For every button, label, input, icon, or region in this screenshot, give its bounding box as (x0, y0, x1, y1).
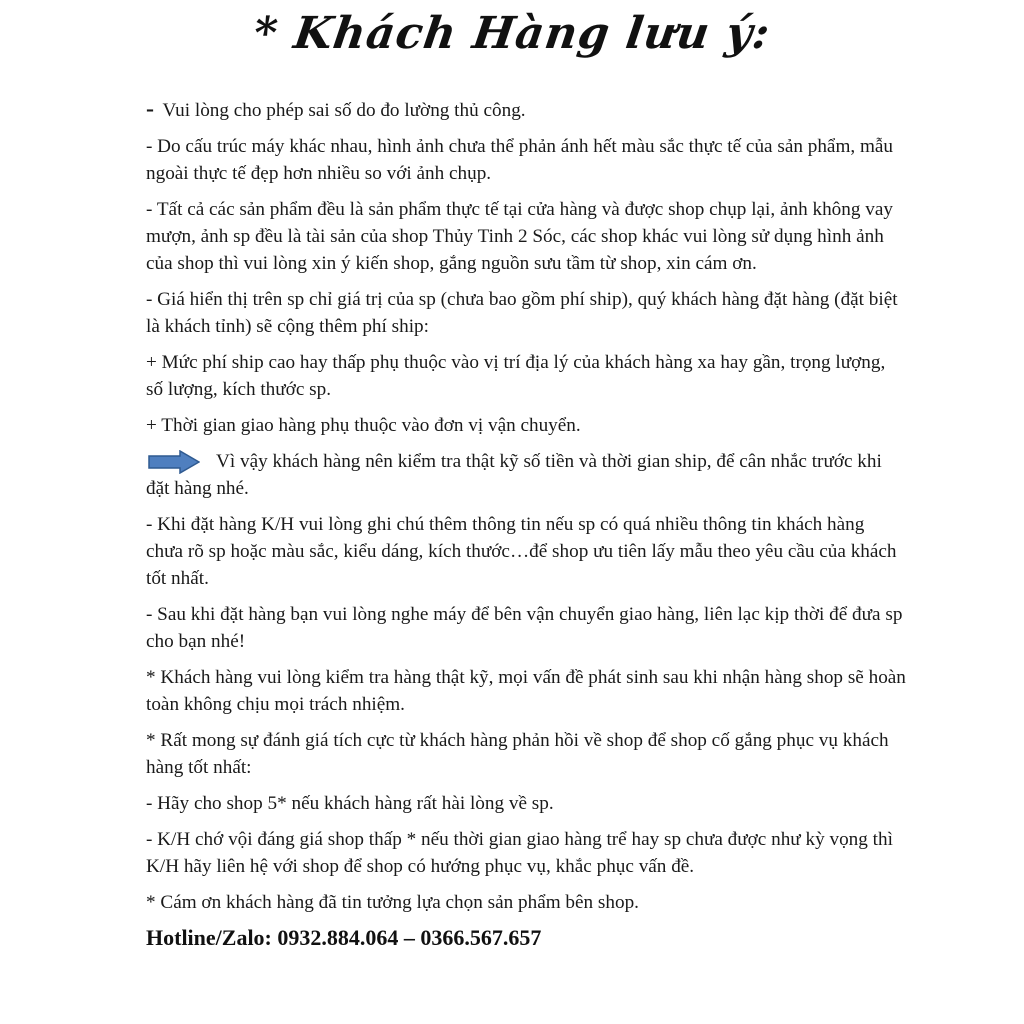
notice-paragraph-11: * Rất mong sự đánh giá tích cực từ khách hàng phản hồi về shop để shop cố gắng phục vụ khách hàng tốt nhất: (146, 730, 889, 778)
notice-paragraph-2: - Do cấu trúc máy khác nhau, hình ảnh chưa thể phản ánh hết màu sắc thực tế của sản phẩm, mẫu ngoài thực tế đẹp hơn nhiều so với ảnh chụp. (146, 136, 893, 184)
page-title: * Khách Hàng lưu ý: (250, 8, 774, 59)
leading-dash: - (146, 96, 154, 122)
notice-paragraph-14: * Cám ơn khách hàng đã tin tưởng lựa chọn sản phẩm bên shop. (146, 892, 639, 913)
notice-paragraph-12: - Hãy cho shop 5* nếu khách hàng rất hài lòng về sp. (146, 793, 554, 814)
paragraph-text: Vì vậy khách hàng nên kiểm tra thật kỹ số tiền và thời gian ship, để cân nhắc trước khi đặt hàng nhé. (146, 451, 882, 499)
notice-paragraph-6: + Thời gian giao hàng phụ thuộc vào đơn vị vận chuyển. (146, 415, 581, 436)
notice-content (146, 96, 906, 951)
hotline-text: Hotline/Zalo: 0932.884.064 – 0366.567.657 (146, 925, 542, 950)
notice-paragraph-10: * Khách hàng vui lòng kiểm tra hàng thật kỹ, mọi vấn đề phát sinh sau khi nhận hàng shop sẽ hoàn toàn không chịu mọi trách nhiệm. (146, 667, 906, 715)
notice-paragraph-4: - Giá hiển thị trên sp chỉ giá trị của sp (chưa bao gồm phí ship), quý khách hàng đặt hàng (đặt biệt là khách tỉnh) sẽ cộng thêm phí ship: (146, 289, 898, 337)
notice-paragraph-1 (146, 96, 906, 124)
paragraph-text: Vui lòng cho phép sai số do đo lường thủ công. (162, 100, 526, 121)
notice-paragraph-7 (146, 448, 906, 502)
notice-paragraph-9: - Sau khi đặt hàng bạn vui lòng nghe máy để bên vận chuyển giao hàng, liên lạc kịp thời để đưa sp cho bạn nhé! (146, 604, 903, 652)
notice-paragraph-3: - Tất cả các sản phẩm đều là sản phẩm thực tế tại cửa hàng và được shop chụp lại, ảnh không vay mượn, ảnh sp đều là tài sản của shop Thủy Tinh 2 Sóc, các shop khác vui lòng sử dụng hình ảnh của shop thì vui lòng xin ý kiến shop, gắng nguồn sưu tầm từ shop, xin cám ơn. (146, 199, 893, 274)
notice-paragraph-5: + Mức phí ship cao hay thấp phụ thuộc vào vị trí địa lý của khách hàng xa hay gần, trọng lượng, số lượng, kích thước sp. (146, 352, 886, 400)
arrow-right-icon (148, 450, 200, 474)
notice-paragraph-8: - Khi đặt hàng K/H vui lòng ghi chú thêm thông tin nếu sp có quá nhiều thông tin khách hàng chưa rõ sp hoặc màu sắc, kiểu dáng, kích thước…để shop ưu tiên lấy mẫu theo yêu cầu của khách tốt nhất. (146, 514, 897, 589)
notice-paragraph-13: - K/H chớ vội đáng giá shop thấp * nếu thời gian giao hàng trể hay sp chưa được như kỳ vọng thì K/H hãy liên hệ với shop để shop có hướng phục vụ, khắc phục vấn đề. (146, 829, 893, 877)
